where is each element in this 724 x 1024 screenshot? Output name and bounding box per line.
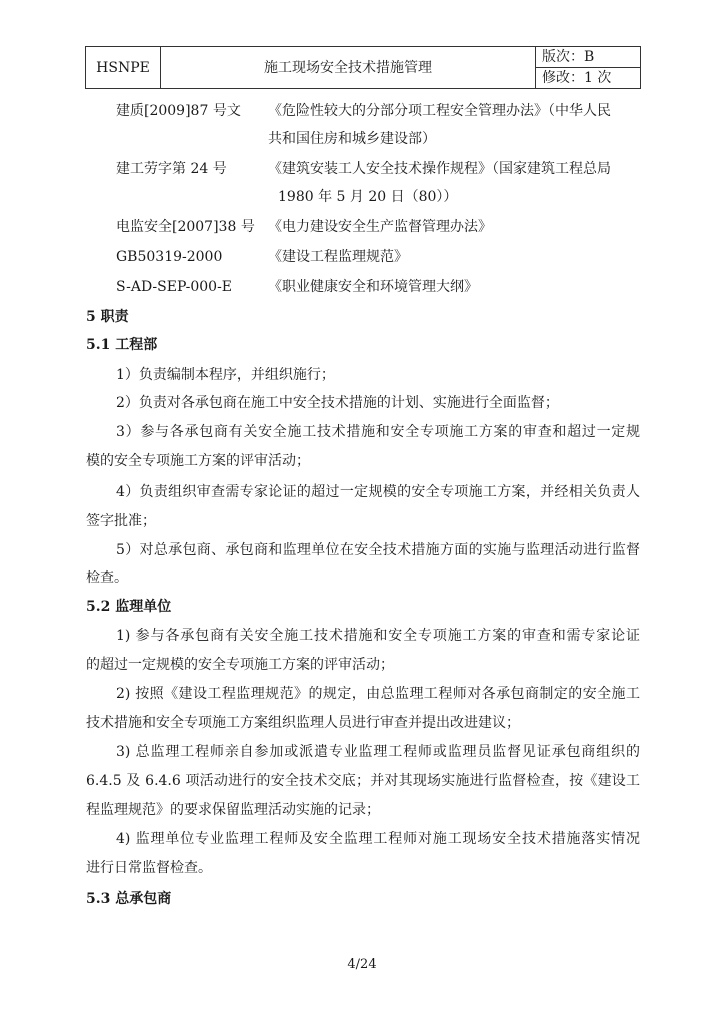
subsection-heading: 5.3 总承包商 — [86, 891, 172, 907]
paragraph-line: 2）负责对各承包商在施工中安全技术措施的计划、实施进行全面监督； — [116, 395, 559, 411]
paragraph-line: 1) 参与各承包商有关安全施工技术措施和安全专项施工方案的审查和需专家论证 — [116, 628, 640, 644]
reference-name: 《建设工程监理规范》 — [268, 249, 408, 265]
subsection-heading: 5.1 工程部 — [86, 337, 158, 353]
paragraph-line: 进行日常监督检查。 — [86, 860, 212, 876]
paragraph-line: 5）对总承包商、承包商和监理单位在安全技术措施方面的实施与监理活动进行监督 — [116, 542, 640, 558]
paragraph-line: 模的安全专项施工方案的评审活动； — [86, 453, 310, 469]
paragraph-line: 3）参与各承包商有关安全施工技术措施和安全专项施工方案的审查和超过一定规 — [116, 424, 640, 440]
paragraph-line: 的超过一定规模的安全专项施工方案的评审活动； — [86, 657, 394, 673]
section-heading: 5 职责 — [86, 309, 129, 325]
reference-item — [0, 216, 724, 238]
reference-code: 建质[2009]87 号文 — [116, 103, 241, 119]
subsection-heading: 5.2 监理单位 — [86, 599, 172, 615]
paragraph-line: 4) 监理单位专业监理工程师及安全监理工程师对施工现场安全技术措施落实情况 — [116, 831, 640, 847]
paragraph-line: 2) 按照《建设工程监理规范》的规定，由总监理工程师对各承包商制定的安全施工 — [116, 686, 640, 702]
header-org: HSNPE — [86, 47, 161, 89]
reference-item — [0, 158, 724, 180]
document-header — [85, 46, 641, 89]
reference-code: S-AD-SEP-000-E — [116, 279, 233, 295]
header-title: 施工现场安全技术措施管理 — [161, 47, 536, 89]
paragraph-line: 3) 总监理工程师亲自参加或派遣专业监理工程师或监理员监督见证承包商组织的 — [116, 744, 640, 760]
paragraph-line: 4）负责组织审查需专家论证的超过一定规模的安全专项施工方案，并经相关负责人 — [116, 484, 640, 500]
reference-code: 建工劳字第 24 号 — [116, 161, 227, 177]
reference-name: 《职业健康安全和环境管理大纲》 — [268, 279, 478, 295]
reference-code: 电监安全[2007]38 号 — [116, 219, 255, 235]
reference-code: GB50319-2000 — [116, 249, 223, 265]
page-number: 4/24 — [347, 957, 377, 972]
paragraph-line: 1）负责编制本程序，并组织施行； — [116, 367, 335, 383]
reference-name: 《建筑安装工人安全技术操作规程》（国家建筑工程总局 — [268, 161, 611, 177]
header-revision: 修改：1 次 — [536, 68, 641, 89]
paragraph-line: 技术措施和安全专项施工方案组织监理人员进行审查并提出改进建议； — [86, 715, 520, 731]
reference-item — [0, 276, 724, 298]
reference-continuation — [0, 186, 724, 208]
reference-name: 《电力建设安全生产监督管理办法》 — [268, 219, 492, 235]
reference-name-cont: 共和国住房和城乡建设部） — [268, 131, 436, 147]
paragraph-line: 程监理规范》的要求保留监理活动实施的记录； — [86, 802, 380, 818]
paragraph-line: 6.4.5 及 6.4.6 项活动进行的安全技术交底；并对其现场实施进行监督检查，按《建设工 — [86, 773, 640, 789]
reference-name: 《危险性较大的分部分项工程安全管理办法》（中华人民 — [268, 103, 611, 119]
reference-item — [0, 100, 724, 122]
paragraph-line: 签字批准； — [86, 513, 156, 529]
reference-name-cont: 1980 年 5 月 20 日（80）） — [278, 189, 458, 205]
paragraph-line: 检查。 — [86, 570, 128, 586]
reference-continuation — [0, 128, 724, 150]
reference-item — [0, 246, 724, 268]
header-version: 版次：B — [536, 47, 641, 68]
